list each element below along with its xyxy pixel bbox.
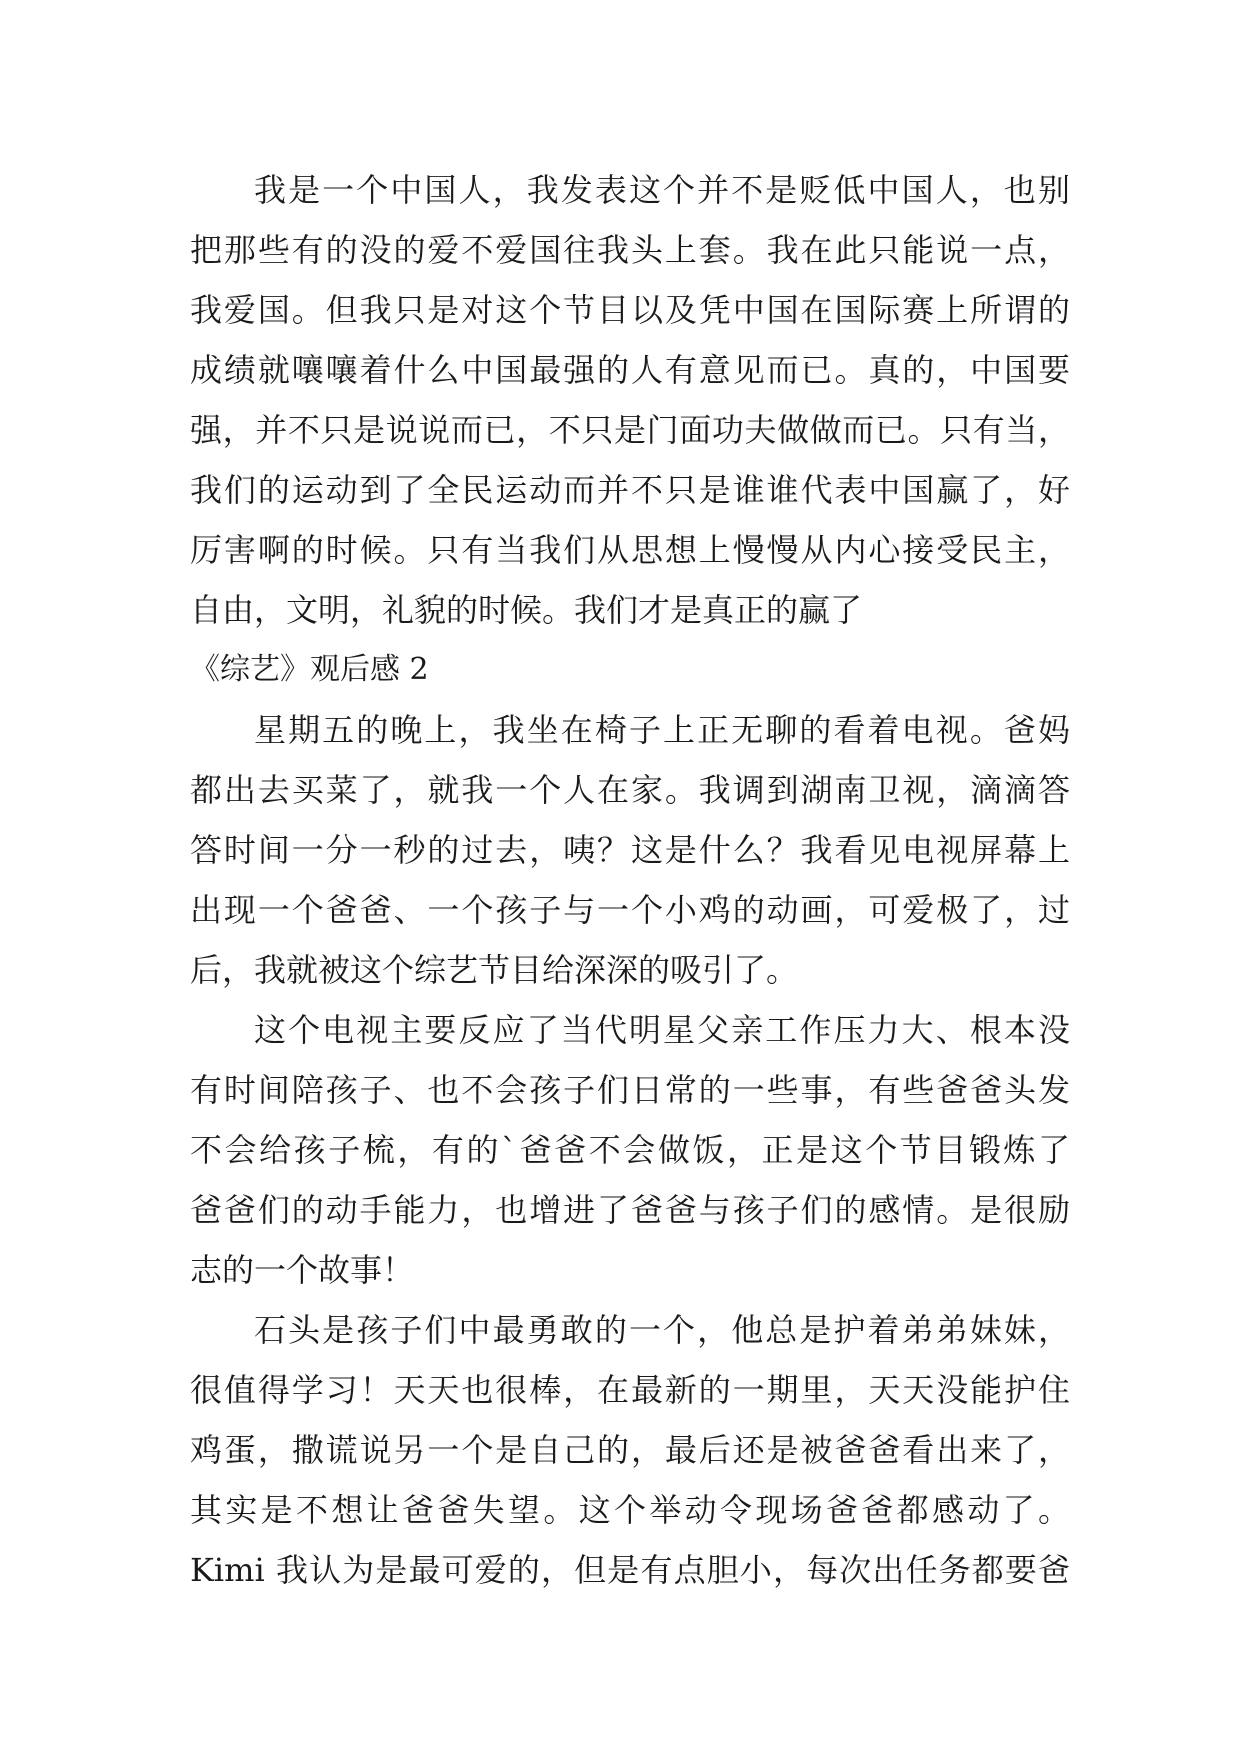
paragraph-line: 有时间陪孩子、也不会孩子们日常的一些事，有些爸爸头发	[190, 1071, 1070, 1109]
paragraph-line: 不会给孩子梳，有的`爸爸不会做饭，正是这个节目锻炼了	[190, 1131, 1070, 1169]
paragraph-line: 厉害啊的时候。只有当我们从思想上慢慢从内心接受民主，	[190, 531, 1070, 569]
document-body	[190, 160, 1070, 1600]
paragraph-line: 很值得学习！天天也很棒，在最新的一期里，天天没能护住	[190, 1371, 1070, 1409]
paragraph-line: 鸡蛋，撒谎说另一个是自己的，最后还是被爸爸看出来了，	[190, 1431, 1070, 1469]
paragraph-line: 我们的运动到了全民运动而并不只是谁谁代表中国赢了，好	[190, 471, 1070, 509]
paragraph-line: 答时间一分一秒的过去，咦？这是什么？我看见电视屏幕上	[190, 831, 1070, 869]
paragraph-line: 星期五的晚上，我坐在椅子上正无聊的看着电视。爸妈	[254, 711, 1070, 749]
paragraph-line: 自由，文明，礼貌的时候。我们才是真正的赢了	[190, 591, 863, 629]
paragraph-line: 其实是不想让爸爸失望。这个举动令现场爸爸都感动了。	[190, 1491, 1070, 1529]
section-heading: 《综艺》观后感 2	[190, 652, 429, 687]
paragraph-line: 把那些有的没的爱不爱国往我头上套。我在此只能说一点，	[190, 231, 1070, 269]
paragraph-3	[190, 1000, 1070, 1300]
paragraph-4	[190, 1300, 1070, 1600]
paragraph-line: 我爱国。但我只是对这个节目以及凭中国在国际赛上所谓的	[190, 291, 1070, 329]
paragraph-line: 后，我就被这个综艺节目给深深的吸引了。	[190, 951, 799, 989]
paragraph-line: 强，并不只是说说而已，不只是门面功夫做做而已。只有当，	[190, 411, 1070, 449]
paragraph-1	[190, 160, 1070, 640]
paragraph-line: 成绩就嚷嚷着什么中国最强的人有意见而已。真的，中国要	[190, 351, 1070, 389]
paragraph-line: 我是一个中国人，我发表这个并不是贬低中国人，也别	[254, 171, 1070, 209]
paragraph-line: 志的一个故事！	[190, 1251, 415, 1289]
paragraph-line: 这个电视主要反应了当代明星父亲工作压力大、根本没	[254, 1011, 1070, 1049]
paragraph-2	[190, 700, 1070, 1000]
paragraph-line: 都出去买菜了，就我一个人在家。我调到湖南卫视，滴滴答	[190, 771, 1070, 809]
paragraph-line: Kimi 我认为是最可爱的，但是有点胆小，每次出任务都要爸	[190, 1551, 1070, 1589]
paragraph-line: 石头是孩子们中最勇敢的一个，他总是护着弟弟妹妹，	[254, 1311, 1070, 1349]
paragraph-line: 出现一个爸爸、一个孩子与一个小鸡的动画，可爱极了，过	[190, 891, 1070, 929]
paragraph-line: 爸爸们的动手能力，也增进了爸爸与孩子们的感情。是很励	[190, 1191, 1070, 1229]
